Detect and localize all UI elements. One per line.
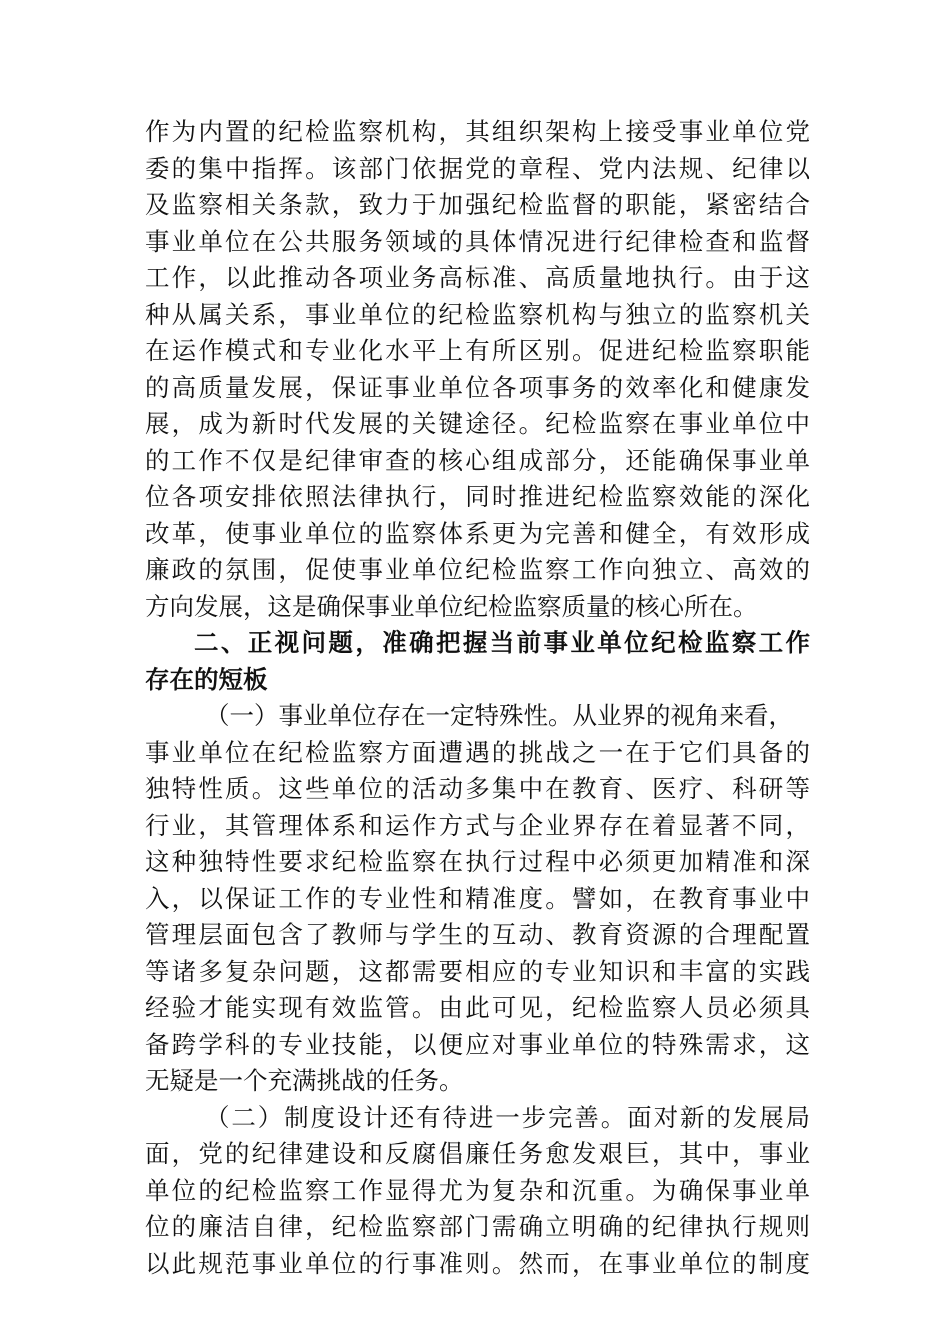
paragraph-line: 方向发展，这是确保事业单位纪检监察质量的核心所在。 <box>145 591 758 621</box>
paragraph-line: 事业单位在公共服务领域的具体情况进行纪律检查和监督 <box>145 226 810 256</box>
paragraph-line: 入，以保证工作的专业性和精准度。譬如，在教育事业中 <box>145 883 810 913</box>
paragraph-line: 改革，使事业单位的监察体系更为完善和健全，有效形成 <box>145 518 810 548</box>
subsection-line: （二）制度设计还有待进一步完善。面对新的发展局 <box>205 1102 810 1132</box>
paragraph-line: 事业单位在纪检监察方面遭遇的挑战之一在于它们具备的 <box>145 737 810 767</box>
section-heading: 二、正视问题，准确把握当前事业单位纪检监察工作 <box>194 628 810 657</box>
paragraph-line: 位各项安排依照法律执行，同时推进纪检监察效能的深化 <box>145 482 810 511</box>
subsection-line: （一）事业单位存在一定特殊性。从业界的视角来看， <box>205 701 793 730</box>
document-body <box>145 114 810 1282</box>
paragraph-line: 展，成为新时代发展的关键途径。纪检监察在事业单位中 <box>145 409 810 438</box>
paragraph-line: 的工作不仅是纪律审查的核心组成部分，还能确保事业单 <box>145 445 810 475</box>
paragraph-line: 作为内置的纪检监察机构，其组织架构上接受事业单位党 <box>145 117 810 146</box>
paragraph-line: 经验才能实现有效监管。由此可见，纪检监察人员必须具 <box>145 993 810 1022</box>
section-heading: 存在的短板 <box>145 664 268 694</box>
paragraph-line: 在运作模式和专业化水平上有所区别。促进纪检监察职能 <box>145 336 810 365</box>
paragraph-line: 行业，其管理体系和运作方式与企业界存在着显著不同， <box>145 810 810 840</box>
paragraph-line: 等诸多复杂问题，这都需要相应的专业知识和丰富的实践 <box>145 956 810 986</box>
paragraph-line: 廉政的氛围，促使事业单位纪检监察工作向独立、高效的 <box>145 555 810 584</box>
paragraph-line: 单位的纪检监察工作显得尤为复杂和沉重。为确保事业单 <box>145 1175 810 1205</box>
paragraph-line: 及监察相关条款，致力于加强纪检监督的职能，紧密结合 <box>145 190 810 219</box>
paragraph-line: 管理层面包含了教师与学生的互动、教育资源的合理配置 <box>145 920 810 949</box>
paragraph-line: 的高质量发展，保证事业单位各项事务的效率化和健康发 <box>145 372 810 402</box>
paragraph-line: 以此规范事业单位的行事准则。然而，在事业单位的制度 <box>145 1248 810 1278</box>
paragraph-line: 位的廉洁自律，纪检监察部门需确立明确的纪律执行规则 <box>145 1212 810 1241</box>
paragraph-line: 面，党的纪律建设和反腐倡廉任务愈发艰巨，其中，事业 <box>145 1139 810 1168</box>
paragraph-line: 工作，以此推动各项业务高标准、高质量地执行。由于这 <box>145 263 810 292</box>
paragraph-line: 这种独特性要求纪检监察在执行过程中必须更加精准和深 <box>145 847 810 876</box>
paragraph-line: 委的集中指挥。该部门依据党的章程、党内法规、纪律以 <box>145 153 810 183</box>
paragraph-line: 独特性质。这些单位的活动多集中在教育、医疗、科研等 <box>145 774 810 803</box>
paragraph-line: 种从属关系，事业单位的纪检监察机构与独立的监察机关 <box>145 299 810 329</box>
paragraph-line: 备跨学科的专业技能，以便应对事业单位的特殊需求，这 <box>145 1029 810 1059</box>
paragraph-line: 无疑是一个充满挑战的任务。 <box>145 1066 464 1095</box>
